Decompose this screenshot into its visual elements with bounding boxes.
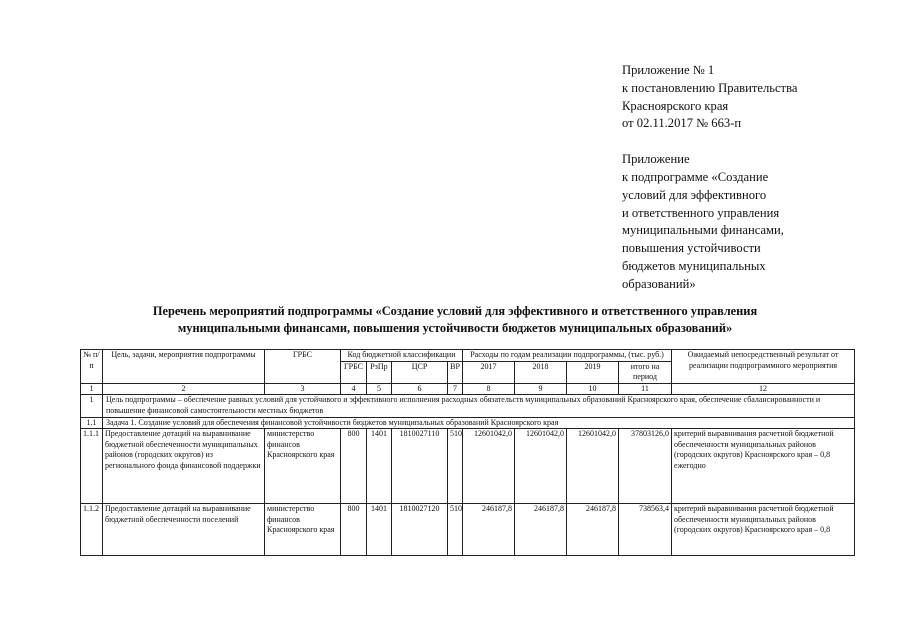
- row-total: 738563,4: [619, 504, 672, 556]
- row-grbs-name: министерство финансов Красноярского края: [265, 429, 341, 504]
- row-2017: 12601042,0: [463, 429, 515, 504]
- appendix-line: от 02.11.2017 № 663-п: [622, 116, 742, 131]
- sub-appendix-line: и ответственного управления: [622, 205, 780, 220]
- row-rzpr: 1401: [367, 429, 392, 504]
- row-csr: 1810027120: [392, 504, 448, 556]
- row-name: Предоставление дотаций на выравнивание бюджетной обеспеченности поселений: [103, 504, 265, 556]
- subheader-rzpr: РзПр: [367, 361, 392, 383]
- sub-appendix-line: муниципальными финансами,: [622, 223, 784, 238]
- task-text: Задача 1. Создание условий для обеспечения финансовой устойчивости бюджетов муниципальных образований Красноярского края: [103, 417, 855, 429]
- row-result: критерий выравнивания расчетной бюджетной обеспеченности муниципальных районов (городских округов) Красноярского края – 0,8: [672, 504, 855, 556]
- sub-appendix-line: повышения устойчивости: [622, 241, 761, 256]
- task-num: 1.1: [81, 417, 103, 429]
- header-gap: [622, 133, 797, 151]
- table-row: [81, 504, 855, 556]
- appendix-line: Красноярского края: [622, 98, 729, 113]
- subheader-2018: 2018: [515, 361, 567, 383]
- row-2018: 12601042,0: [515, 429, 567, 504]
- sub-appendix-line: образований»: [622, 276, 696, 291]
- row-num: 1.1.2: [81, 504, 103, 556]
- subheader-2017: 2017: [463, 361, 515, 383]
- title-line-2: муниципальными финансами, повышения устойчивости бюджетов муниципальных образований»: [177, 321, 733, 335]
- row-num: 1.1.1: [81, 429, 103, 504]
- col-number: 6: [392, 383, 448, 395]
- table-row: [81, 429, 855, 504]
- task-row: [81, 417, 855, 429]
- row-csr: 1810027110: [392, 429, 448, 504]
- row-rzpr: 1401: [367, 504, 392, 556]
- sub-appendix-line: бюджетов муниципальных: [622, 258, 766, 273]
- header-block: [622, 62, 797, 294]
- col-number: 2: [103, 383, 265, 395]
- sub-appendix-line: к подпрограмме «Создание: [622, 169, 769, 184]
- row-name: Предоставление дотаций на выравнивание бюджетной обеспеченности муниципальных районов (городских округов) из регионального фонда финансовой поддержки: [103, 429, 265, 504]
- row-grbs-name: министерство финансов Красноярского края: [265, 504, 341, 556]
- subheader-vr: ВР: [448, 361, 463, 383]
- col-number: 5: [367, 383, 392, 395]
- row-vr: 510: [448, 504, 463, 556]
- goal-text: Цель подпрограммы – обеспечение равных условий для устойчивого и эффективного исполнения расходных обязательств муниципальных образований Красноярского края, обеспечение сбалансированности и повышение финансовой самостоятельности местных бюджетов: [103, 395, 855, 417]
- sub-appendix-line: Приложение: [622, 152, 690, 167]
- header-budget-code: Код бюджетной классификации: [341, 350, 463, 362]
- col-number: 4: [341, 383, 367, 395]
- col-number: 3: [265, 383, 341, 395]
- row-total: 37803126,0: [619, 429, 672, 504]
- header-grbs: ГРБС: [265, 350, 341, 384]
- table-header-row: [81, 350, 855, 362]
- header-result: Ожидаемый непосредственный результат от реализации подпрограммного мероприятия: [672, 350, 855, 384]
- row-2019: 246187,8: [567, 504, 619, 556]
- appendix-line: Приложение № 1: [622, 63, 715, 77]
- col-number: 10: [567, 383, 619, 395]
- title-line-1: Перечень мероприятий подпрограммы «Создание условий для эффективного и ответственного управления: [152, 304, 758, 318]
- col-number: 8: [463, 383, 515, 395]
- goal-row: [81, 395, 855, 417]
- col-number: 7: [448, 383, 463, 395]
- row-result: критерий выравнивания расчетной бюджетной обеспеченности муниципальных районов (городских округов) Красноярского края – 0,8 ежегодно: [672, 429, 855, 504]
- measures-table: [80, 349, 855, 556]
- column-number-row: [81, 383, 855, 395]
- header-goal: Цель, задачи, мероприятия подпрограммы: [103, 350, 265, 384]
- subheader-grbs: ГРБС: [341, 361, 367, 383]
- header-expenses: Расходы по годам реализации подпрограммы, (тыс. руб.): [463, 350, 672, 362]
- appendix-line: к постановлению Правительства: [622, 80, 798, 95]
- row-vr: 510: [448, 429, 463, 504]
- goal-num: 1: [81, 395, 103, 417]
- row-grbs: 800: [341, 504, 367, 556]
- col-number: 1: [81, 383, 103, 395]
- appendix-header: [622, 62, 797, 133]
- col-number: 11: [619, 383, 672, 395]
- subheader-total: итого на период: [619, 361, 672, 383]
- sub-appendix-line: условий для эффективного: [622, 187, 767, 202]
- document-title: [100, 303, 810, 337]
- sub-appendix: [622, 151, 797, 293]
- col-number: 9: [515, 383, 567, 395]
- header-num: № п/п: [81, 350, 103, 384]
- row-2019: 12601042,0: [567, 429, 619, 504]
- subheader-csr: ЦСР: [392, 361, 448, 383]
- row-grbs: 800: [341, 429, 367, 504]
- col-number: 12: [672, 383, 855, 395]
- row-2018: 246187,8: [515, 504, 567, 556]
- subheader-2019: 2019: [567, 361, 619, 383]
- row-2017: 246187,8: [463, 504, 515, 556]
